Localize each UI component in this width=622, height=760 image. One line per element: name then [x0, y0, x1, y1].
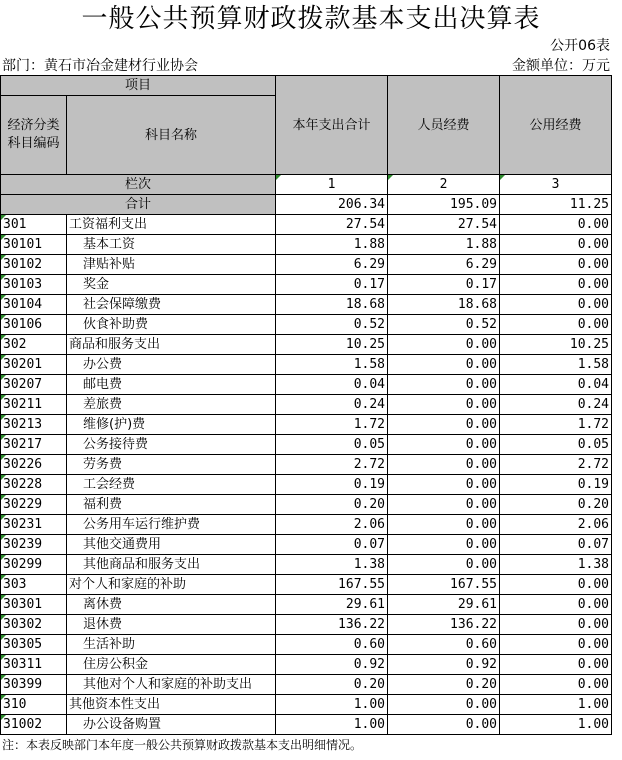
row-personnel: 0.00: [388, 435, 500, 455]
column-number-3: 3: [500, 175, 612, 195]
row-personnel: 27.54: [388, 215, 500, 235]
table-row: [1, 655, 612, 675]
row-code: 30226: [1, 455, 67, 475]
row-name: 基本工资: [67, 235, 276, 255]
row-code: 31002: [1, 715, 67, 735]
row-personnel: 29.61: [388, 595, 500, 615]
table-row: [1, 435, 612, 455]
row-public: 0.00: [500, 595, 612, 615]
row-personnel: 0.00: [388, 715, 500, 735]
footnote: 注：本表反映部门本年度一般公共预算财政拨款基本支出明细情况。: [2, 738, 363, 752]
row-code: 30301: [1, 595, 67, 615]
summary-personnel: 195.09: [388, 195, 500, 215]
row-name: 对个人和家庭的补助: [67, 575, 276, 595]
row-total: 0.24: [276, 395, 388, 415]
row-total: 27.54: [276, 215, 388, 235]
column-number-1: 1: [276, 175, 388, 195]
row-personnel: 0.00: [388, 495, 500, 515]
row-name: 伙食补助费: [67, 315, 276, 335]
table-row: [1, 555, 612, 575]
row-total: 167.55: [276, 575, 388, 595]
row-name: 工会经费: [67, 475, 276, 495]
header-item: 项目: [1, 76, 276, 96]
amount-unit-label: 金额单位：万元: [512, 58, 610, 74]
row-code: 30104: [1, 295, 67, 315]
header-total: 本年支出合计: [276, 76, 388, 175]
row-public: 0.07: [500, 535, 612, 555]
row-personnel: 0.00: [388, 515, 500, 535]
row-personnel: 0.00: [388, 475, 500, 495]
row-code: 30102: [1, 255, 67, 275]
table-row: [1, 295, 612, 315]
row-personnel: 6.29: [388, 255, 500, 275]
row-personnel: 0.00: [388, 355, 500, 375]
table-row: [1, 255, 612, 275]
row-name: 津贴补贴: [67, 255, 276, 275]
row-total: 0.17: [276, 275, 388, 295]
row-name: 邮电费: [67, 375, 276, 395]
row-code: 30299: [1, 555, 67, 575]
row-name: 其他商品和服务支出: [67, 555, 276, 575]
row-personnel: 0.52: [388, 315, 500, 335]
row-name: 社会保障缴费: [67, 295, 276, 315]
row-personnel: 0.00: [388, 455, 500, 475]
table-row: [1, 215, 612, 235]
table-row: [1, 715, 612, 735]
row-public: 0.00: [500, 635, 612, 655]
table-row: [1, 455, 612, 475]
row-public: 0.00: [500, 295, 612, 315]
row-code: 30399: [1, 675, 67, 695]
row-total: 2.72: [276, 455, 388, 475]
table-row: [1, 415, 612, 435]
row-personnel: 0.00: [388, 395, 500, 415]
row-personnel: 136.22: [388, 615, 500, 635]
row-name: 商品和服务支出: [67, 335, 276, 355]
row-code: 30106: [1, 315, 67, 335]
summary-public: 11.25: [500, 195, 612, 215]
row-personnel: 0.00: [388, 695, 500, 715]
row-public: 0.00: [500, 655, 612, 675]
row-code: 310: [1, 695, 67, 715]
row-name: 差旅费: [67, 395, 276, 415]
table-row: [1, 375, 612, 395]
row-personnel: 0.92: [388, 655, 500, 675]
row-total: 29.61: [276, 595, 388, 615]
row-total: 136.22: [276, 615, 388, 635]
column-number-2: 2: [388, 175, 500, 195]
row-personnel: 167.55: [388, 575, 500, 595]
page-title: 一般公共预算财政拨款基本支出决算表: [81, 4, 541, 34]
row-public: 0.05: [500, 435, 612, 455]
row-personnel: 0.00: [388, 535, 500, 555]
row-name: 工资福利支出: [67, 215, 276, 235]
row-code: 302: [1, 335, 67, 355]
table-number: 公开06表: [550, 38, 610, 54]
row-public: 2.06: [500, 515, 612, 535]
row-public: 0.00: [500, 255, 612, 275]
row-public: 0.00: [500, 675, 612, 695]
row-total: 0.52: [276, 315, 388, 335]
row-name: 办公设备购置: [67, 715, 276, 735]
table-row: [1, 615, 612, 635]
table-row: [1, 275, 612, 295]
row-total: 1.88: [276, 235, 388, 255]
row-personnel: 0.00: [388, 375, 500, 395]
row-public: 0.00: [500, 575, 612, 595]
row-total: 0.92: [276, 655, 388, 675]
row-public: 0.20: [500, 495, 612, 515]
row-total: 10.25: [276, 335, 388, 355]
expenditure-table: [0, 75, 612, 735]
row-name: 生活补助: [67, 635, 276, 655]
row-total: 2.06: [276, 515, 388, 535]
table-row: [1, 635, 612, 655]
row-code: 30213: [1, 415, 67, 435]
row-name: 其他资本性支出: [67, 695, 276, 715]
row-code: 30228: [1, 475, 67, 495]
table-row: [1, 315, 612, 335]
row-total: 1.58: [276, 355, 388, 375]
row-code: 30305: [1, 635, 67, 655]
header-subject-name: 科目名称: [67, 96, 276, 175]
row-public: 0.24: [500, 395, 612, 415]
header-econ-code: 经济分类科目编码: [1, 96, 67, 175]
row-total: 18.68: [276, 295, 388, 315]
row-name: 离休费: [67, 595, 276, 615]
row-public: 0.00: [500, 275, 612, 295]
row-public: 0.00: [500, 215, 612, 235]
summary-total: 206.34: [276, 195, 388, 215]
row-name: 奖金: [67, 275, 276, 295]
row-total: 0.05: [276, 435, 388, 455]
row-total: 0.07: [276, 535, 388, 555]
table-row: [1, 515, 612, 535]
row-personnel: 0.20: [388, 675, 500, 695]
row-name: 维修(护)费: [67, 415, 276, 435]
table-row: [1, 235, 612, 255]
row-public: 1.72: [500, 415, 612, 435]
table-row: [1, 335, 612, 355]
row-code: 30101: [1, 235, 67, 255]
row-total: 1.38: [276, 555, 388, 575]
row-name: 公务用车运行维护费: [67, 515, 276, 535]
row-name: 福利费: [67, 495, 276, 515]
header-personnel: 人员经费: [388, 76, 500, 175]
row-code: 301: [1, 215, 67, 235]
row-personnel: 1.88: [388, 235, 500, 255]
row-name: 劳务费: [67, 455, 276, 475]
table-row: [1, 355, 612, 375]
row-code: 30239: [1, 535, 67, 555]
row-total: 0.19: [276, 475, 388, 495]
row-name: 住房公积金: [67, 655, 276, 675]
row-total: 0.20: [276, 495, 388, 515]
row-personnel: 18.68: [388, 295, 500, 315]
row-name: 退休费: [67, 615, 276, 635]
table-row: [1, 395, 612, 415]
row-code: 30201: [1, 355, 67, 375]
table-row: [1, 475, 612, 495]
row-name: 其他对个人和家庭的补助支出: [67, 675, 276, 695]
table-row: [1, 675, 612, 695]
header-line-no: 栏次: [1, 175, 276, 195]
row-public: 1.58: [500, 355, 612, 375]
row-public: 1.38: [500, 555, 612, 575]
row-code: 30211: [1, 395, 67, 415]
row-total: 1.00: [276, 695, 388, 715]
row-personnel: 0.00: [388, 415, 500, 435]
summary-label: 合计: [1, 195, 276, 215]
row-personnel: 0.00: [388, 555, 500, 575]
row-code: 30217: [1, 435, 67, 455]
header-public: 公用经费: [500, 76, 612, 175]
row-total: 0.60: [276, 635, 388, 655]
department-label: 部门：黄石市冶金建材行业协会: [2, 58, 198, 74]
row-total: 0.20: [276, 675, 388, 695]
row-public: 0.00: [500, 235, 612, 255]
table-row: [1, 595, 612, 615]
row-public: 0.04: [500, 375, 612, 395]
row-public: 10.25: [500, 335, 612, 355]
row-public: 0.00: [500, 615, 612, 635]
row-public: 0.00: [500, 315, 612, 335]
row-public: 1.00: [500, 695, 612, 715]
row-public: 2.72: [500, 455, 612, 475]
row-code: 30229: [1, 495, 67, 515]
row-public: 1.00: [500, 715, 612, 735]
table-row: [1, 495, 612, 515]
row-total: 1.72: [276, 415, 388, 435]
row-name: 其他交通费用: [67, 535, 276, 555]
row-total: 6.29: [276, 255, 388, 275]
row-total: 0.04: [276, 375, 388, 395]
row-code: 30311: [1, 655, 67, 675]
table-row: [1, 535, 612, 555]
row-code: 30302: [1, 615, 67, 635]
row-code: 30103: [1, 275, 67, 295]
row-public: 0.19: [500, 475, 612, 495]
row-personnel: 0.60: [388, 635, 500, 655]
row-personnel: 0.00: [388, 335, 500, 355]
row-code: 303: [1, 575, 67, 595]
row-name: 办公费: [67, 355, 276, 375]
row-name: 公务接待费: [67, 435, 276, 455]
row-code: 30231: [1, 515, 67, 535]
table-row: [1, 695, 612, 715]
row-personnel: 0.17: [388, 275, 500, 295]
row-total: 1.00: [276, 715, 388, 735]
table-row: [1, 575, 612, 595]
row-code: 30207: [1, 375, 67, 395]
